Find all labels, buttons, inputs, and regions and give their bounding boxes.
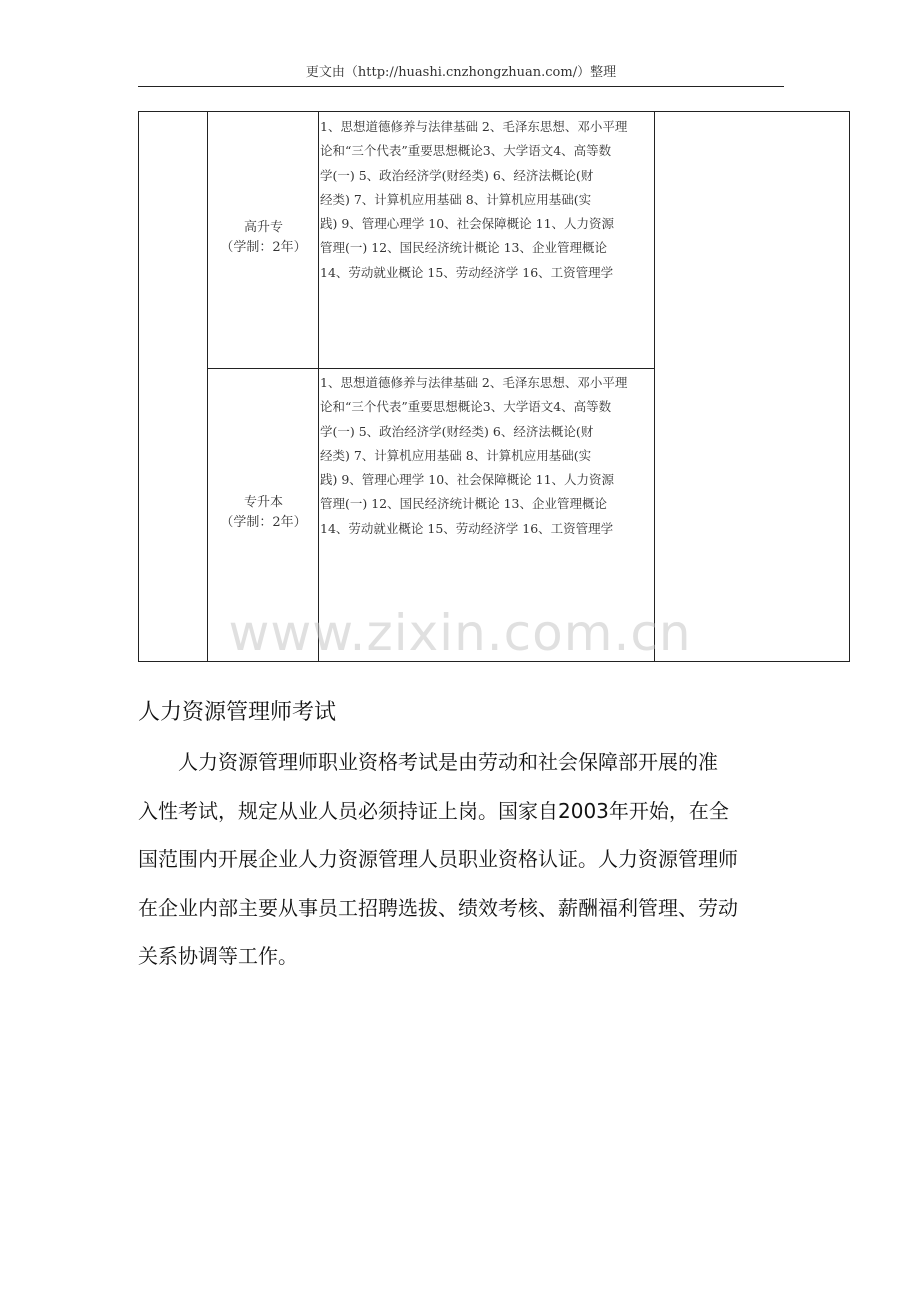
section-title: 人力资源管理师考试 xyxy=(138,700,337,725)
course-line: 14、劳动就业概论 15、劳动经济学 16、工资管理学 xyxy=(320,520,614,536)
course-line: 论和“三个代表”重要思想概论3、大学语文4、高等数 xyxy=(320,399,612,415)
paragraph-line: 在企业内部主要从事员工招聘选拔、绩效考核、薪酬福利管理、劳动 xyxy=(138,895,738,920)
course-line: 学(一) 5、政治经济学(财经类) 6、经济法概论(财 xyxy=(320,167,594,183)
course-line: 管理(一) 12、国民经济统计概论 13、企业管理概论 xyxy=(320,496,608,512)
level-duration: （学制：2年） xyxy=(220,515,307,530)
level-name: 专升本 xyxy=(243,495,283,510)
course-line: 践) 9、管理心理学 10、社会保障概论 11、人力资源 xyxy=(320,216,615,232)
course-line: 1、思想道德修养与法律基础 2、毛泽东思想、邓小平理 xyxy=(320,375,628,390)
course-line: 管理(一) 12、国民经济统计概论 13、企业管理概论 xyxy=(320,240,608,256)
paragraph-line: 人力资源管理师职业资格考试是由劳动和社会保障部开展的准 xyxy=(178,750,718,774)
course-line: 14、劳动就业概论 15、劳动经济学 16、工资管理学 xyxy=(320,264,614,280)
section-paragraph xyxy=(138,738,784,981)
table-row-level-1 xyxy=(208,218,319,258)
course-line: 1、思想道德修养与法律基础 2、毛泽东思想、邓小平理 xyxy=(320,119,628,134)
table-column-divider xyxy=(207,112,208,661)
course-line: 经类) 7、计算机应用基础 8、计算机应用基础(实 xyxy=(320,191,592,207)
course-list-2 xyxy=(320,371,654,541)
course-list-1 xyxy=(320,115,654,285)
table-column-divider xyxy=(318,112,319,661)
table-row-divider xyxy=(207,368,654,369)
course-line: 论和“三个代表”重要思想概论3、大学语文4、高等数 xyxy=(320,143,612,159)
paragraph-line: 入性考试，规定从业人员必须持证上岗。国家自2003年开始，在全 xyxy=(138,798,729,823)
course-line: 经类) 7、计算机应用基础 8、计算机应用基础(实 xyxy=(320,447,592,463)
level-name: 高升专 xyxy=(243,220,283,235)
table-column-divider xyxy=(654,112,655,661)
table-row-level-2 xyxy=(208,493,319,533)
paragraph-line: 国范围内开展企业人力资源管理人员职业资格认证。人力资源管理师 xyxy=(138,847,738,871)
watermark: www.zixin.com.cn xyxy=(228,604,692,662)
course-table xyxy=(138,111,850,662)
paragraph-line: 关系协调等工作。 xyxy=(138,944,298,968)
course-line: 践) 9、管理心理学 10、社会保障概论 11、人力资源 xyxy=(320,472,615,488)
level-duration: （学制：2年） xyxy=(220,240,307,255)
course-line: 学(一) 5、政治经济学(财经类) 6、经济法概论(财 xyxy=(320,423,594,439)
page-header: 更文由（http://huashi.cnzhongzhuan.com/）整理 xyxy=(138,60,784,87)
